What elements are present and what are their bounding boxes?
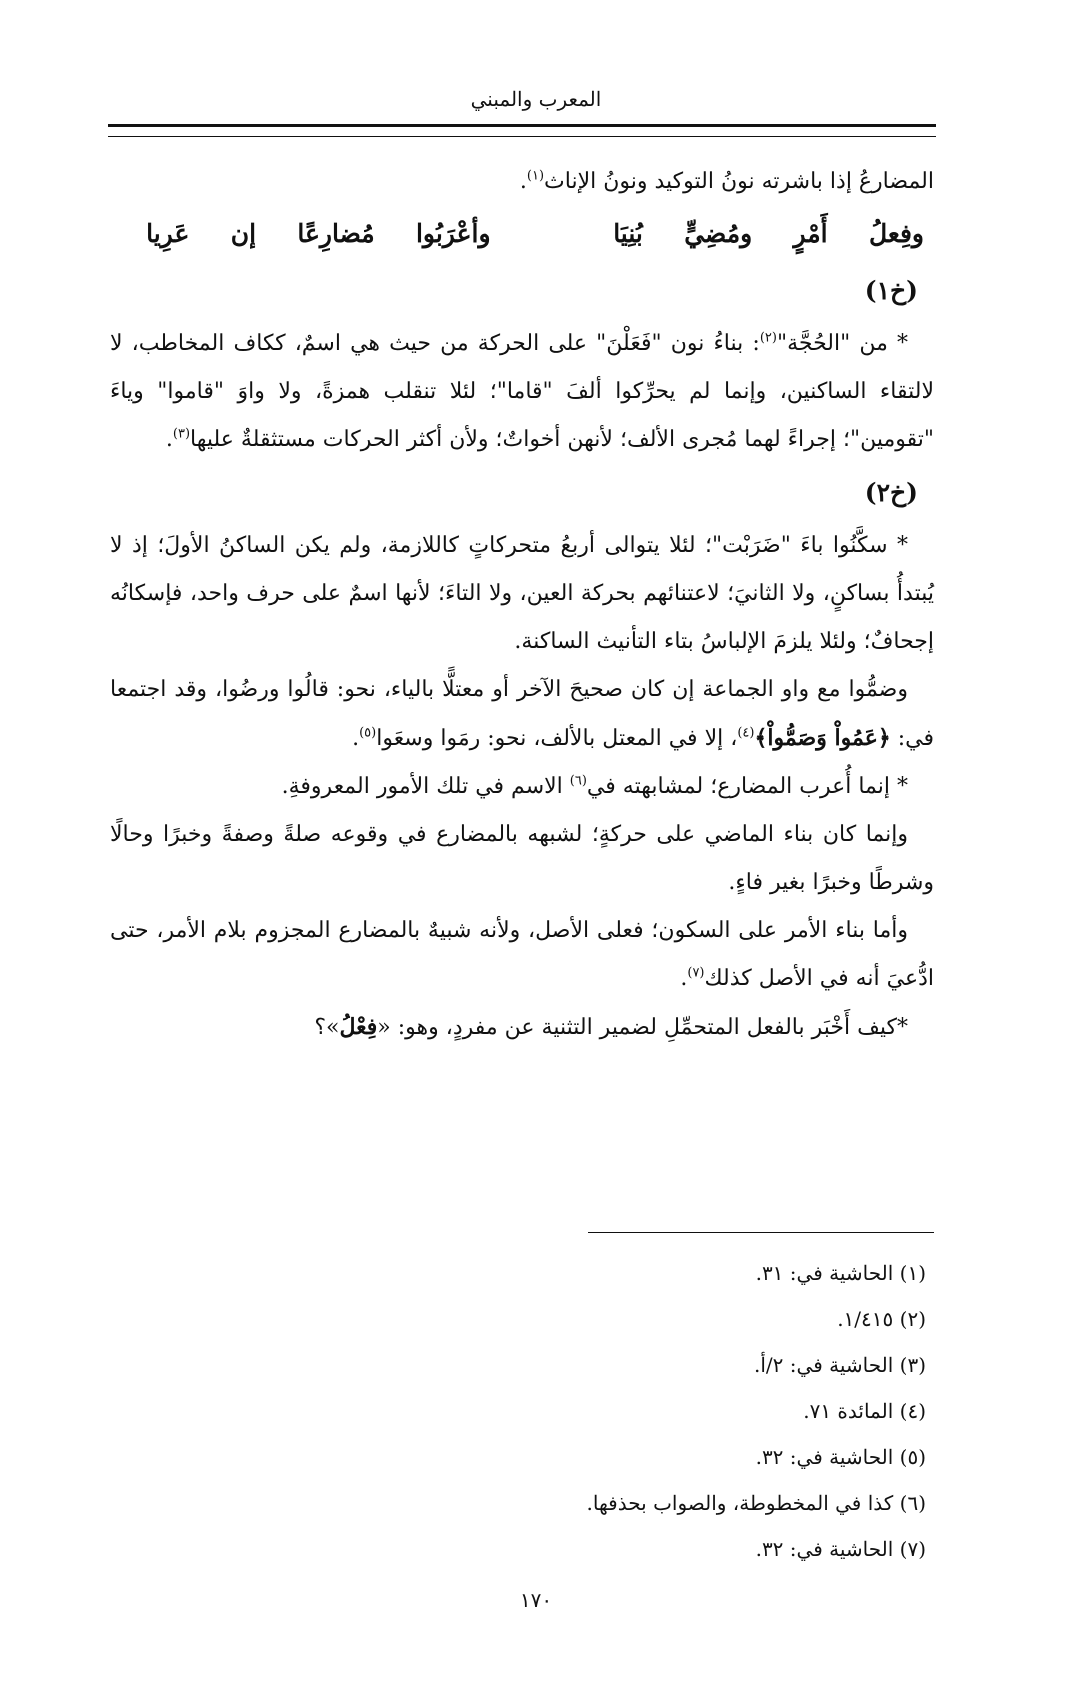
- bold-term: فِعْلُ: [339, 1014, 378, 1040]
- text-span: * من "الحُجَّة": [776, 331, 908, 356]
- verse-word: مُضارِعًا: [297, 219, 375, 248]
- punctuation: .: [352, 726, 360, 751]
- footnote-ref[interactable]: (١): [526, 168, 545, 184]
- main-text: [110, 158, 934, 1052]
- header-rule-thick: [108, 124, 936, 127]
- verse-word: إن: [230, 219, 257, 248]
- running-head: المعرب والمبني: [470, 87, 602, 111]
- footnote-ref[interactable]: (٥): [359, 725, 377, 741]
- footnote-item: (٦) كذا في المخطوطة، والصواب بحذفها.: [586, 1491, 926, 1515]
- footnote-item: (٣) الحاشية في: ٢/أ.: [754, 1353, 926, 1377]
- text-span: الاسم في تلك الأمور المعروفةِ.: [281, 774, 570, 799]
- verse-word: أَمْرٍ: [793, 219, 828, 248]
- verse-line: [110, 206, 934, 262]
- verse-word: وفِعلُ: [868, 219, 924, 248]
- paragraph-3: * سكَّنُوا باءَ "ضَرَبْت"؛ لئلا يتوالى أربعُ متحركاتٍ كاللازمة، ولم يكن الساكنُ الأولَ؛ إذ لا يُبتدأُ بساكنٍ، ولا الثانيَ؛ لاعتنائهم بحركة العين، ولا التاءَ؛ لأنها اسمٌ على حرف واحد، فإسكانُه إجحافٌ؛ ولئلا يلزمَ الإلباسُ بتاء التأنيث الساكنة.: [110, 533, 934, 654]
- footnote-item: (٧) الحاشية في: ٣٢.: [755, 1537, 926, 1561]
- punctuation: .: [519, 169, 527, 194]
- header-rule-thin: [108, 136, 936, 137]
- footnotes-list: [110, 1250, 934, 1572]
- text-span: وأما بناء الأمر على السكون؛ فعلى الأصل، ولأنه شبيهٌ بالمضارع المجزوم بلام الأمر، حتى ادُّعيَ أنه في الأصل كذلك: [110, 918, 934, 991]
- page-number: ١٧٠: [519, 1588, 553, 1612]
- footnote-ref[interactable]: (٢): [759, 330, 777, 346]
- text-span: : بناءُ نون "فَعَلْنَ" على الحركة من حيث هي اسمٌ، ككاف المخاطب، لا لالتقاء الساكنين، وإنما لم يحرِّكوا ألفَ "قاما"؛ لئلا تنقلب همزةً، ولا واوَ "قاموا" وياءَ "تقومين"؛ إجراءً لهما مُجرى الألف؛ لأنهن أخواتٌ؛ ولأن أكثر الحركات مستثقلةٌ عليها: [110, 331, 934, 452]
- paragraph-5: [110, 763, 934, 811]
- punctuation: .: [165, 427, 173, 452]
- text-span: *كيف أَخْبَر بالفعل المتحمِّلِ لضمير التثنية عن مفردٍ، وهو: «: [377, 1015, 908, 1040]
- quran-quote: ﴿عَمُواْ وَصَمُّواْ﴾: [754, 725, 891, 751]
- text-span: وضمُّوا مع واو الجماعة إن كان صحيحَ الآخر أو معتلًّا بالياء، نحو: قالُوا ورضُوا، وقد اجتمعا في:: [110, 677, 934, 751]
- text-span: ، إلا في المعتل بالألف، نحو: رمَوا وسعَوا: [376, 726, 738, 751]
- footnote-separator: [588, 1232, 934, 1233]
- text-span: »؟: [314, 1015, 340, 1040]
- paragraph-2: [110, 320, 934, 464]
- text-span: * إنما أُعرب المضارع؛ لمشابهته في: [586, 774, 908, 799]
- section-marker-2: (خ٢): [864, 478, 918, 507]
- paragraph-1: [110, 158, 934, 206]
- paragraph-4: [110, 666, 934, 763]
- footnote-ref[interactable]: (٦): [569, 773, 587, 789]
- paragraph-8: [110, 1003, 934, 1052]
- section-marker-1: (خ١): [864, 276, 918, 305]
- hemistich-gap: [532, 206, 572, 262]
- paragraph-6: وإنما كان بناء الماضي على حركةٍ؛ لشبهه بالمضارع في وقوعه صلةً وصفةً وخبرًا وحالًا وشرطًا وخبرًا بغير فاءٍ.: [110, 822, 934, 895]
- verse-word: ومُضِيٍّ: [684, 219, 753, 248]
- paragraph-7: [110, 907, 934, 1003]
- punctuation: .: [680, 966, 688, 991]
- verse-word: عَرِيا: [146, 219, 190, 248]
- footnote-item: (٢) ١/٤١٥.: [837, 1307, 926, 1331]
- footnote-item: (٥) الحاشية في: ٣٢.: [755, 1445, 926, 1469]
- footnote-item: (١) الحاشية في: ٣١.: [755, 1261, 926, 1285]
- footnote-ref[interactable]: (٤): [737, 725, 755, 741]
- footnote-ref[interactable]: (٧): [687, 965, 705, 981]
- footnote-ref[interactable]: (٣): [172, 426, 191, 442]
- text-line: المضارعُ إذا باشرته نونُ التوكيد ونونُ الإناث: [544, 169, 934, 194]
- verse-word: وأعْرَبُوا: [415, 219, 491, 248]
- footnote-item: (٤) المائدة ٧١.: [803, 1399, 926, 1423]
- verse-word: بُنِيَا: [613, 219, 643, 248]
